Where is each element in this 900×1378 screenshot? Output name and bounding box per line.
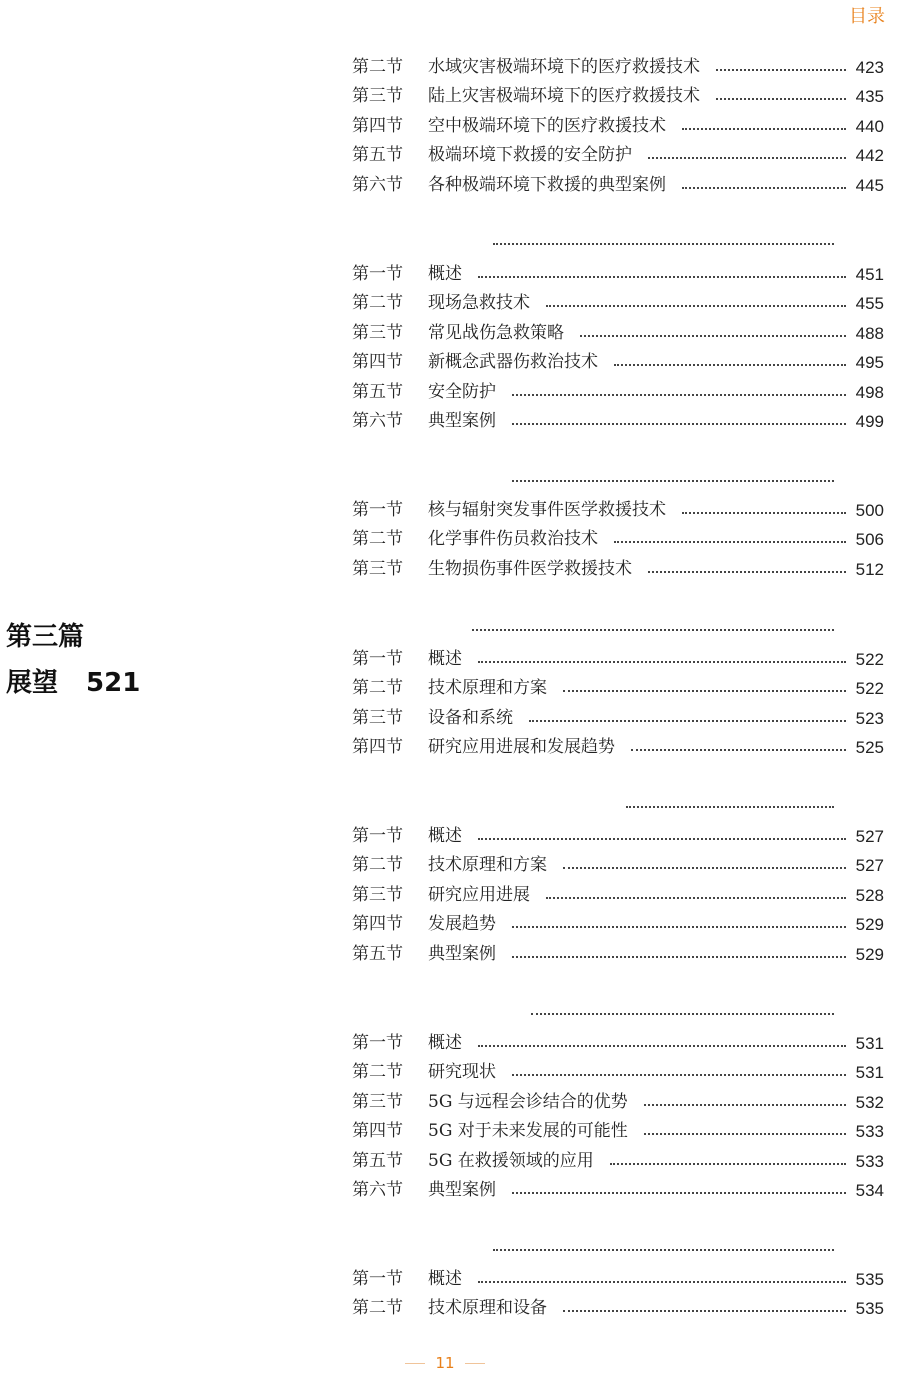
toc-entry[interactable] [352, 1147, 884, 1176]
section-number: 第一节 [352, 1033, 403, 1053]
section-page-number: 535 [855, 1299, 884, 1319]
toc-entry[interactable] [352, 881, 884, 910]
section-page-number: 512 [855, 559, 884, 579]
toc-entry[interactable] [352, 851, 884, 880]
footer-rule-left [405, 1363, 425, 1364]
section-number: 第一节 [352, 264, 403, 284]
section-title: 化学事件伤员救治技术 [428, 529, 598, 550]
leader-dots [478, 1281, 846, 1283]
section-header-label: 目录 [849, 6, 885, 27]
leader-dots [512, 956, 846, 958]
section-page-number: 525 [855, 738, 884, 758]
toc-entry[interactable] [352, 525, 884, 554]
section-page-number: 529 [855, 944, 884, 964]
section-number: 第四节 [352, 115, 403, 136]
section-title: 概述 [428, 1269, 462, 1289]
toc-entry[interactable] [352, 112, 884, 141]
section-page-number: 533 [855, 1151, 884, 1171]
toc-entry[interactable] [352, 555, 884, 584]
section-page-number: 440 [855, 116, 884, 136]
chapter-leader [493, 243, 834, 245]
chapter-leader [512, 480, 834, 482]
section-number: 第一节 [352, 1269, 403, 1289]
chapter-leader [472, 629, 834, 631]
section-number: 第二节 [352, 293, 403, 314]
section-number: 第三节 [352, 558, 403, 579]
toc-entry[interactable] [352, 645, 884, 674]
section-title: 技术原理和方案 [428, 678, 547, 699]
section-title: 5G 在救援领域的应用 [428, 1150, 594, 1171]
section-title: 5G 对于未来发展的可能性 [428, 1121, 628, 1142]
leader-dots [648, 157, 846, 159]
section-page-number: 506 [855, 530, 884, 550]
section-number: 第二节 [352, 529, 403, 550]
section-number: 第三节 [352, 884, 403, 905]
leader-dots [478, 276, 846, 278]
section-title: 概述 [428, 264, 462, 284]
section-page-number: 488 [855, 323, 884, 343]
leader-dots [682, 512, 846, 514]
section-number: 第一节 [352, 826, 403, 846]
toc-entry[interactable] [352, 319, 884, 348]
leader-dots [716, 98, 846, 100]
leader-dots [546, 897, 846, 899]
section-page-number: 527 [855, 827, 884, 846]
leader-dots [614, 364, 846, 366]
page-number: 11 [435, 1354, 455, 1372]
chapter-leader [531, 1013, 834, 1015]
toc-entry[interactable] [352, 822, 884, 851]
toc-entry[interactable] [352, 141, 884, 170]
section-page-number: 535 [855, 1270, 884, 1289]
leader-dots [546, 305, 846, 307]
toc-entry[interactable] [352, 53, 884, 82]
section-page-number: 442 [855, 146, 884, 166]
leader-dots [563, 1310, 846, 1312]
section-title: 概述 [428, 649, 462, 669]
leader-dots [512, 926, 846, 928]
leader-dots [644, 1104, 846, 1106]
section-page-number: 529 [855, 915, 884, 935]
leader-dots [644, 1133, 846, 1135]
section-title: 各种极端环境下救援的典型案例 [428, 174, 666, 195]
part-number: 第三篇 [6, 622, 85, 652]
section-title: 典型案例 [428, 1180, 496, 1200]
section-page-number: 523 [855, 708, 884, 728]
leader-dots [512, 394, 846, 396]
leader-dots [610, 1163, 846, 1165]
section-title: 典型案例 [428, 943, 496, 964]
section-number: 第二节 [352, 57, 403, 77]
leader-dots [682, 187, 846, 189]
leader-dots [648, 571, 846, 573]
section-number: 第五节 [352, 1150, 403, 1171]
toc-entry[interactable] [352, 910, 884, 939]
section-page-number: 495 [855, 353, 884, 373]
section-page-number: 499 [855, 412, 884, 431]
section-title: 概述 [428, 826, 462, 846]
section-number: 第五节 [352, 943, 403, 964]
section-page-number: 451 [855, 265, 884, 284]
toc-entry[interactable] [352, 171, 884, 200]
leader-dots [682, 128, 846, 130]
section-title: 水域灾害极端环境下的医疗救援技术 [428, 57, 700, 77]
section-title: 概述 [428, 1033, 462, 1053]
toc-entry[interactable] [352, 1088, 884, 1117]
section-number: 第三节 [352, 707, 403, 728]
section-title: 技术原理和方案 [428, 855, 547, 876]
leader-dots [580, 335, 846, 337]
section-title: 设备和系统 [428, 707, 513, 728]
part-page-number: 521 [86, 668, 141, 698]
leader-dots [631, 749, 846, 751]
toc-entry[interactable] [352, 82, 884, 111]
toc-entry[interactable] [352, 289, 884, 318]
section-number: 第一节 [352, 649, 403, 669]
section-title: 技术原理和设备 [428, 1298, 547, 1319]
section-page-number: 455 [855, 294, 884, 314]
section-title: 生物损伤事件医学救援技术 [428, 558, 632, 579]
leader-dots [478, 838, 846, 840]
toc-entry[interactable] [352, 378, 884, 407]
section-number: 第四节 [352, 914, 403, 935]
section-page-number: 531 [855, 1063, 884, 1083]
toc-entry[interactable] [352, 1265, 884, 1294]
section-title: 极端环境下救援的安全防护 [428, 145, 632, 166]
section-number: 第二节 [352, 1298, 403, 1319]
section-title: 安全防护 [428, 381, 496, 402]
section-title: 发展趋势 [428, 914, 496, 935]
section-title: 常见战伤急救策略 [428, 322, 564, 343]
toc-entry[interactable] [352, 1058, 884, 1087]
section-page-number: 445 [855, 175, 884, 195]
section-number: 第六节 [352, 174, 403, 195]
leader-dots [716, 69, 846, 71]
section-number: 第三节 [352, 322, 403, 343]
section-title: 核与辐射突发事件医学救援技术 [428, 500, 666, 520]
section-number: 第一节 [352, 500, 403, 520]
leader-dots [512, 1192, 846, 1194]
section-title: 研究应用进展 [428, 884, 530, 905]
section-page-number: 522 [855, 650, 884, 669]
section-number: 第四节 [352, 352, 403, 373]
page-footer [395, 1352, 495, 1374]
leader-dots [563, 867, 846, 869]
toc-entry[interactable] [352, 1029, 884, 1058]
section-number: 第二节 [352, 855, 403, 876]
section-page-number: 528 [855, 885, 884, 905]
toc-entry[interactable] [352, 496, 884, 525]
leader-dots [478, 1045, 846, 1047]
footer-rule-right [465, 1363, 485, 1364]
part-title: 展望 [6, 668, 59, 698]
toc-entry[interactable] [352, 704, 884, 733]
section-page-number: 531 [855, 1034, 884, 1053]
toc-entry[interactable] [352, 733, 884, 762]
toc-entry[interactable] [352, 348, 884, 377]
section-page-number: 435 [855, 87, 884, 107]
section-number: 第四节 [352, 737, 403, 758]
leader-dots [614, 541, 846, 543]
toc-entry[interactable] [352, 940, 884, 969]
section-page-number: 500 [855, 501, 884, 520]
toc-entry[interactable] [352, 1176, 884, 1205]
section-page-number: 533 [855, 1122, 884, 1142]
section-page-number: 498 [855, 382, 884, 402]
leader-dots [529, 720, 846, 722]
toc-entry[interactable] [352, 260, 884, 289]
toc-entry[interactable] [352, 1117, 884, 1146]
leader-dots [478, 661, 846, 663]
toc-entry[interactable] [352, 407, 884, 436]
section-number: 第三节 [352, 86, 403, 107]
section-title: 陆上灾害极端环境下的医疗救援技术 [428, 86, 700, 107]
section-page-number: 522 [855, 679, 884, 699]
section-title: 现场急救技术 [428, 293, 530, 314]
section-page-number: 527 [855, 856, 884, 876]
section-number: 第六节 [352, 1180, 403, 1200]
section-number: 第五节 [352, 381, 403, 402]
chapter-leader [493, 1249, 834, 1251]
section-number: 第二节 [352, 1062, 403, 1083]
section-number: 第六节 [352, 411, 403, 431]
section-title: 典型案例 [428, 411, 496, 431]
section-number: 第四节 [352, 1121, 403, 1142]
chapter-leader [626, 806, 834, 808]
leader-dots [512, 1074, 846, 1076]
section-title: 新概念武器伤救治技术 [428, 352, 598, 373]
section-title: 研究现状 [428, 1062, 496, 1083]
section-number: 第五节 [352, 145, 403, 166]
section-title: 空中极端环境下的医疗救援技术 [428, 115, 666, 136]
toc-entry[interactable] [352, 1294, 884, 1323]
section-page-number: 532 [855, 1092, 884, 1112]
section-number: 第三节 [352, 1091, 403, 1112]
section-number: 第二节 [352, 678, 403, 699]
leader-dots [512, 423, 846, 425]
section-page-number: 534 [855, 1181, 884, 1200]
toc-entry[interactable] [352, 674, 884, 703]
leader-dots [563, 690, 846, 692]
section-page-number: 423 [855, 58, 884, 77]
section-title: 5G 与远程会诊结合的优势 [428, 1091, 628, 1112]
section-title: 研究应用进展和发展趋势 [428, 737, 615, 758]
